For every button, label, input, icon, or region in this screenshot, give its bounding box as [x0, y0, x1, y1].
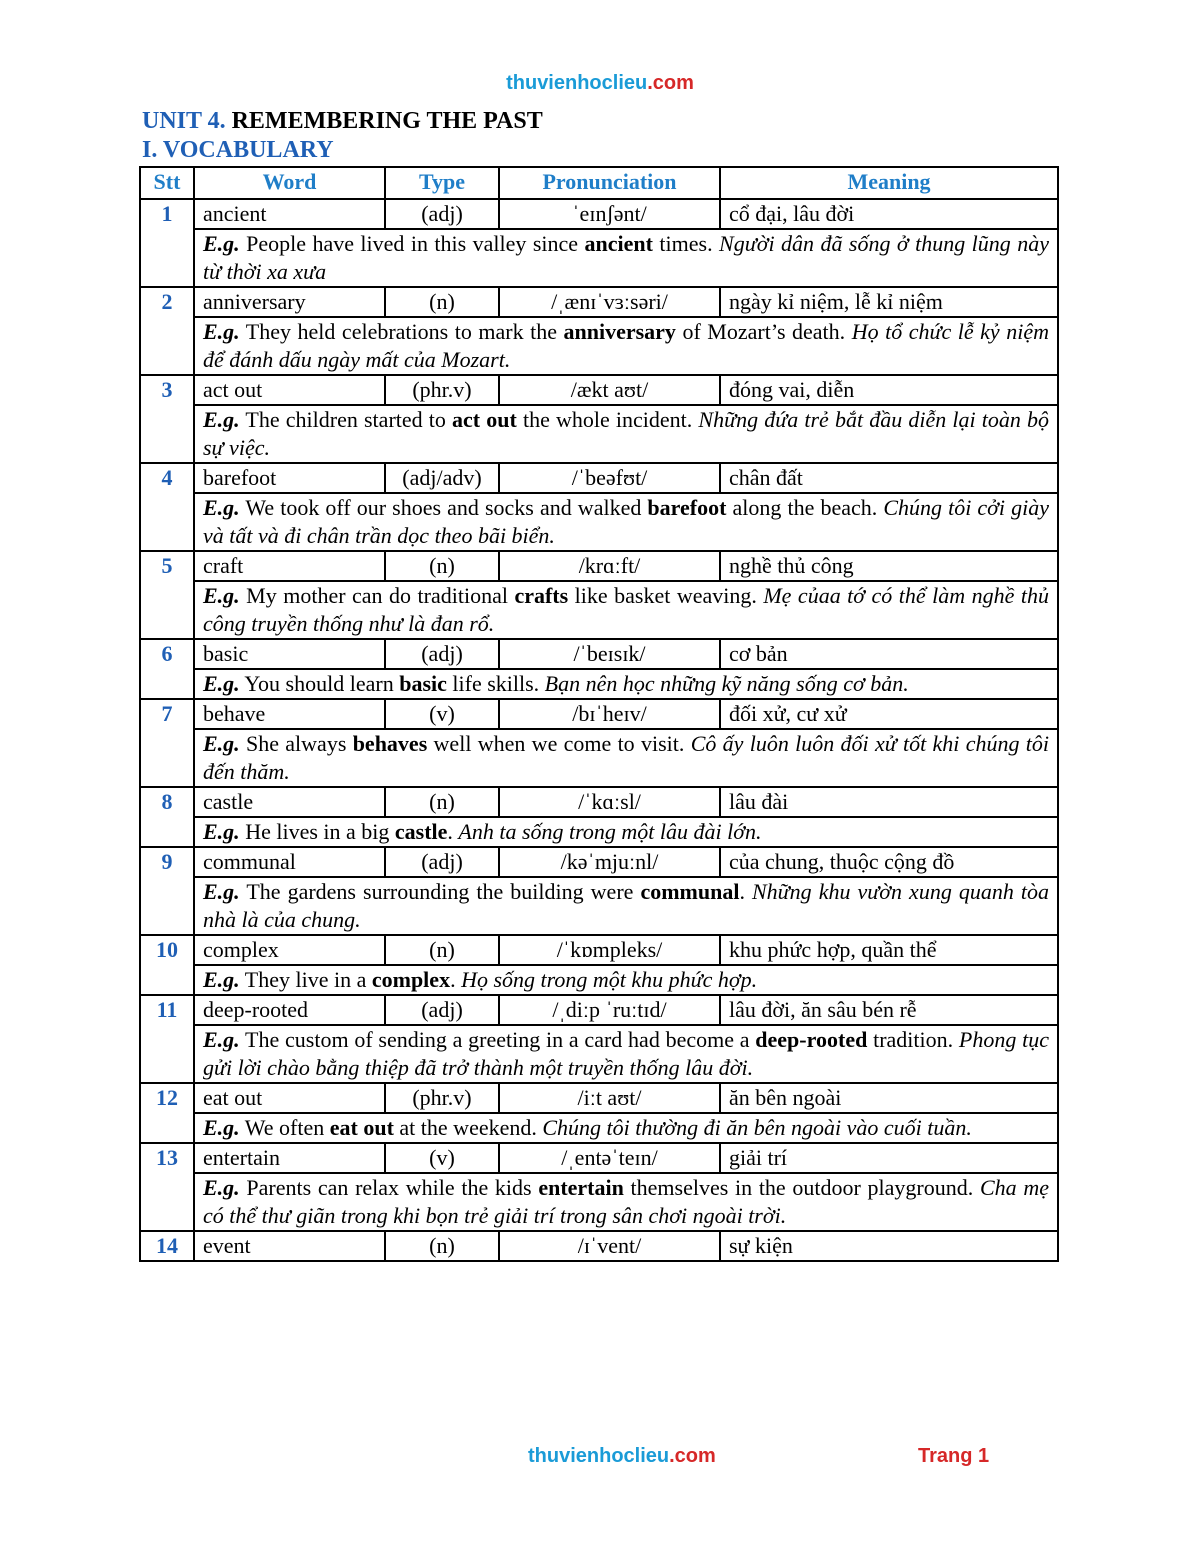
example-translation: Những đứa trẻ bắt đầu diễn lại toàn bộ sự việc.: [203, 407, 1049, 460]
example-row: [140, 729, 1058, 787]
word-cell: deep-rooted: [194, 995, 385, 1025]
example-translation: Mẹ củaa tớ có thể làm nghề thủ công truyền thống như là đan rổ.: [203, 583, 1049, 636]
pronunciation-cell: ˈeɪnʃənt/: [499, 199, 720, 229]
example-cell: [194, 669, 1058, 699]
example-text-end: .: [447, 819, 459, 844]
example-row: [140, 229, 1058, 287]
example-text-end: themselves in the outdoor playground.: [623, 1175, 980, 1200]
stt-cell: 1: [140, 199, 194, 287]
example-text-end: like basket weaving.: [568, 583, 764, 608]
type-cell: (v): [385, 699, 499, 729]
meaning-cell: khu phức hợp, quần thể: [720, 935, 1058, 965]
section-title: I. VOCABULARY: [142, 137, 334, 163]
stt-cell: 12: [140, 1083, 194, 1143]
example-cell: [194, 317, 1058, 375]
type-cell: (adj): [385, 199, 499, 229]
example-translation: Họ sống trong một khu phức hợp.: [461, 967, 758, 992]
example-row: [140, 965, 1058, 995]
example-keyword: anniversary: [563, 319, 676, 344]
example-row: [140, 581, 1058, 639]
header-meaning: Meaning: [720, 167, 1058, 199]
type-cell: (adj): [385, 995, 499, 1025]
stt-cell: 6: [140, 639, 194, 699]
example-text: We often: [239, 1115, 330, 1140]
meaning-cell: lâu đời, ăn sâu bén rễ: [720, 995, 1058, 1025]
example-cell: [194, 1113, 1058, 1143]
footer-site: [528, 1445, 716, 1468]
unit-title: [142, 108, 543, 135]
word-cell: eat out: [194, 1083, 385, 1113]
example-text: The children started to: [239, 407, 453, 432]
example-keyword: ancient: [584, 231, 653, 256]
stt-cell: 10: [140, 935, 194, 995]
example-translation: Chúng tôi cởi giày và tất và đi chân trần dọc theo bãi biển.: [203, 495, 1049, 548]
example-translation: Chúng tôi thường đi ăn bên ngoài vào cuối tuần.: [542, 1115, 972, 1140]
example-cell: [194, 965, 1058, 995]
table-row: [140, 787, 1058, 817]
word-cell: act out: [194, 375, 385, 405]
site-header: [0, 72, 1200, 95]
example-label: E.g.: [203, 731, 240, 756]
type-cell: (n): [385, 1231, 499, 1261]
site-tld: .com: [647, 72, 694, 94]
example-text-end: times.: [652, 231, 720, 256]
example-label: E.g.: [203, 671, 240, 696]
type-cell: (phr.v): [385, 1083, 499, 1113]
table-row: [140, 375, 1058, 405]
example-keyword: complex: [371, 967, 451, 992]
example-label: E.g.: [203, 495, 240, 520]
example-keyword: barefoot: [647, 495, 727, 520]
stt-cell: 8: [140, 787, 194, 847]
header-type: Type: [385, 167, 499, 199]
pronunciation-cell: /ˌænɪˈvɜːsəri/: [499, 287, 720, 317]
example-text-end: of Mozart’s death.: [675, 319, 852, 344]
meaning-cell: đối xử, cư xử: [720, 699, 1058, 729]
stt-cell: 5: [140, 551, 194, 639]
example-keyword: crafts: [514, 583, 569, 608]
type-cell: (n): [385, 287, 499, 317]
meaning-cell: đóng vai, diễn: [720, 375, 1058, 405]
table-row: [140, 1083, 1058, 1113]
example-text-end: tradition.: [867, 1027, 959, 1052]
example-text: We took off our shoes and socks and walked: [239, 495, 648, 520]
word-cell: barefoot: [194, 463, 385, 493]
pronunciation-cell: /ɪˈvent/: [499, 1231, 720, 1261]
meaning-cell: ngày kỉ niệm, lễ kỉ niệm: [720, 287, 1058, 317]
meaning-cell: chân đất: [720, 463, 1058, 493]
example-text: She always: [239, 731, 353, 756]
meaning-cell: sự kiện: [720, 1231, 1058, 1261]
example-text: My mother can do traditional: [239, 583, 515, 608]
pronunciation-cell: /ˈbeəfʊt/: [499, 463, 720, 493]
example-cell: [194, 229, 1058, 287]
example-keyword: deep-rooted: [755, 1027, 868, 1052]
example-text: People have lived in this valley since: [239, 231, 585, 256]
stt-cell: 7: [140, 699, 194, 787]
example-translation: Cô ấy luôn luôn đối xử tốt khi chúng tôi đến thăm.: [203, 731, 1050, 784]
meaning-cell: nghề thủ công: [720, 551, 1058, 581]
table-row: [140, 847, 1058, 877]
example-label: E.g.: [203, 407, 240, 432]
site-name: thuvienhoclieu: [506, 72, 648, 94]
example-label: E.g.: [203, 967, 240, 992]
table-row: [140, 1143, 1058, 1173]
pronunciation-cell: /krɑːft/: [499, 551, 720, 581]
example-translation: Người dân đã sống ở thung lũng này từ thời xa xưa: [203, 231, 1049, 284]
type-cell: (adj/adv): [385, 463, 499, 493]
example-label: E.g.: [203, 231, 240, 256]
example-keyword: act out: [452, 407, 517, 432]
unit-number: UNIT 4.: [142, 108, 226, 134]
example-translation: Những khu vườn xung quanh tòa nhà là của chung.: [203, 879, 1049, 932]
example-translation: Phong tục gửi lời chào bằng thiệp đã trở thành một truyền thống lâu đời.: [203, 1027, 1049, 1080]
footer-site-tld: .com: [669, 1445, 716, 1467]
example-row: [140, 1173, 1058, 1231]
example-text-end: the whole incident.: [516, 407, 699, 432]
example-label: E.g.: [203, 879, 240, 904]
example-cell: [194, 405, 1058, 463]
example-row: [140, 317, 1058, 375]
word-cell: behave: [194, 699, 385, 729]
example-text-end: well when we come to visit.: [427, 731, 691, 756]
example-row: [140, 817, 1058, 847]
stt-cell: 2: [140, 287, 194, 375]
pronunciation-cell: /ˈkɑːsl/: [499, 787, 720, 817]
example-text: The custom of sending a greeting in a card had become a: [239, 1027, 756, 1052]
footer-site-name: thuvienhoclieu: [528, 1445, 670, 1467]
unit-name: REMEMBERING THE PAST: [225, 108, 543, 134]
table-row: [140, 639, 1058, 669]
example-keyword: entertain: [538, 1175, 624, 1200]
example-cell: [194, 1025, 1058, 1083]
example-translation: Cha mẹ có thể thư giãn trong khi bọn trẻ giải trí trong sân chơi ngoài trời.: [203, 1175, 1049, 1228]
meaning-cell: cổ đại, lâu đời: [720, 199, 1058, 229]
example-row: [140, 405, 1058, 463]
table-row: [140, 463, 1058, 493]
type-cell: (adj): [385, 639, 499, 669]
word-cell: craft: [194, 551, 385, 581]
pronunciation-cell: /ˌentəˈteɪn/: [499, 1143, 720, 1173]
example-translation: Bạn nên học những kỹ năng sống cơ bản.: [544, 671, 909, 696]
example-keyword: communal: [640, 879, 740, 904]
example-cell: [194, 877, 1058, 935]
example-text: Parents can relax while the kids: [239, 1175, 539, 1200]
word-cell: anniversary: [194, 287, 385, 317]
pronunciation-cell: /kəˈmjuːnl/: [499, 847, 720, 877]
example-translation: Họ tổ chức lễ kỷ niệm để đánh dấu ngày mất của Mozart.: [203, 319, 1049, 372]
pronunciation-cell: /ˈbeɪsɪk/: [499, 639, 720, 669]
table-row: [140, 551, 1058, 581]
pronunciation-cell: /ˈkɒmpleks/: [499, 935, 720, 965]
table-row: [140, 995, 1058, 1025]
header-word: Word: [194, 167, 385, 199]
example-row: [140, 1025, 1058, 1083]
pronunciation-cell: /bɪˈheɪv/: [499, 699, 720, 729]
stt-cell: 11: [140, 995, 194, 1083]
example-label: E.g.: [203, 319, 240, 344]
example-row: [140, 669, 1058, 699]
table-row: [140, 199, 1058, 229]
example-label: E.g.: [203, 583, 240, 608]
header-pronunciation: Pronunciation: [499, 167, 720, 199]
header-stt: Stt: [140, 167, 194, 199]
stt-cell: 3: [140, 375, 194, 463]
type-cell: (adj): [385, 847, 499, 877]
vocabulary-table-body: [140, 199, 1058, 1261]
stt-cell: 4: [140, 463, 194, 551]
word-cell: entertain: [194, 1143, 385, 1173]
example-text-end: life skills.: [446, 671, 545, 696]
type-cell: (n): [385, 787, 499, 817]
word-cell: basic: [194, 639, 385, 669]
meaning-cell: giải trí: [720, 1143, 1058, 1173]
example-row: [140, 877, 1058, 935]
pronunciation-cell: /ˌdiːp ˈruːtɪd/: [499, 995, 720, 1025]
example-text-end: .: [739, 879, 752, 904]
example-label: E.g.: [203, 819, 240, 844]
pronunciation-cell: /iːt aʊt/: [499, 1083, 720, 1113]
meaning-cell: ăn bên ngoài: [720, 1083, 1058, 1113]
stt-cell: 13: [140, 1143, 194, 1231]
example-label: E.g.: [203, 1115, 240, 1140]
example-cell: [194, 1173, 1058, 1231]
word-cell: communal: [194, 847, 385, 877]
example-keyword: basic: [399, 671, 447, 696]
example-text-end: along the beach.: [726, 495, 884, 520]
meaning-cell: của chung, thuộc cộng đồ: [720, 847, 1058, 877]
example-text-end: at the weekend.: [393, 1115, 543, 1140]
meaning-cell: lâu đài: [720, 787, 1058, 817]
word-cell: castle: [194, 787, 385, 817]
table-row: [140, 935, 1058, 965]
example-keyword: behaves: [352, 731, 428, 756]
stt-cell: 9: [140, 847, 194, 935]
table-header-row: [140, 167, 1058, 199]
example-keyword: eat out: [329, 1115, 394, 1140]
table-row: [140, 287, 1058, 317]
example-translation: Anh ta sống trong một lâu đài lớn.: [458, 819, 762, 844]
meaning-cell: cơ bản: [720, 639, 1058, 669]
example-label: E.g.: [203, 1027, 240, 1052]
page-number: Trang 1: [918, 1445, 990, 1467]
example-cell: [194, 817, 1058, 847]
example-text: He lives in a big: [239, 819, 395, 844]
example-cell: [194, 581, 1058, 639]
example-row: [140, 493, 1058, 551]
example-cell: [194, 729, 1058, 787]
example-row: [140, 1113, 1058, 1143]
type-cell: (n): [385, 551, 499, 581]
word-cell: event: [194, 1231, 385, 1261]
example-keyword: castle: [394, 819, 448, 844]
example-text: They held celebrations to mark the: [239, 319, 564, 344]
word-cell: ancient: [194, 199, 385, 229]
type-cell: (v): [385, 1143, 499, 1173]
example-label: E.g.: [203, 1175, 240, 1200]
type-cell: (phr.v): [385, 375, 499, 405]
table-row: [140, 699, 1058, 729]
example-text: You should learn: [239, 671, 400, 696]
word-cell: complex: [194, 935, 385, 965]
example-text-end: .: [450, 967, 462, 992]
example-text: They live in a: [239, 967, 372, 992]
table-row: [140, 1231, 1058, 1261]
stt-cell: 14: [140, 1231, 194, 1261]
type-cell: (n): [385, 935, 499, 965]
example-text: The gardens surrounding the building were: [239, 879, 641, 904]
pronunciation-cell: /ækt aʊt/: [499, 375, 720, 405]
example-cell: [194, 493, 1058, 551]
vocabulary-table: [139, 166, 1059, 1262]
